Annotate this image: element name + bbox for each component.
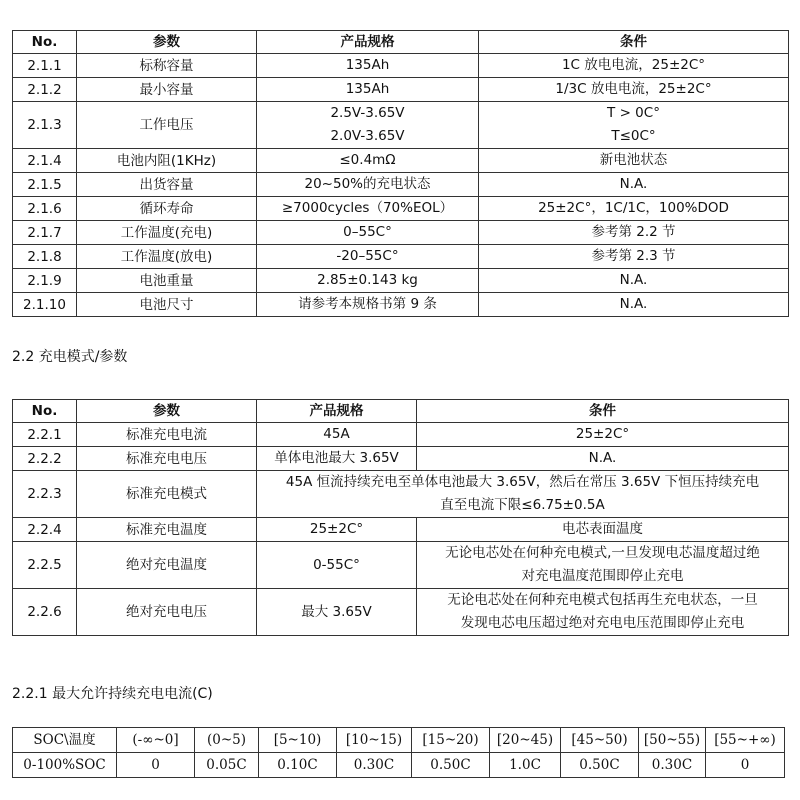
cell-spec <box>257 102 479 149</box>
cell-spec-line: ≥7000cycles（70%EOL） <box>281 200 454 216</box>
table-row <box>13 54 789 78</box>
table-row <box>13 423 789 447</box>
cell-cond-line: T > 0C° <box>607 105 660 121</box>
header-no: No. <box>13 400 77 423</box>
cell-cond-line: 参考第 2.3 节 <box>591 248 676 264</box>
cell-cond-line: N.A. <box>619 272 648 288</box>
cell-current: 0 <box>117 753 195 778</box>
cell-cond <box>417 589 789 636</box>
cell-no: 2.1.5 <box>13 173 77 197</box>
spec-table-2-2 <box>12 399 789 636</box>
cell-current: 1.0C <box>490 753 561 778</box>
cell-param: 最小容量 <box>77 78 257 102</box>
spec-table-2-1 <box>12 30 789 317</box>
cell-param: 标准充电温度 <box>77 518 257 542</box>
cell-cond-line: 1/3C 放电电流，25±2C° <box>555 81 712 97</box>
cell-no: 2.1.8 <box>13 245 77 269</box>
cell-spec <box>257 78 479 102</box>
cell-spec <box>257 589 417 636</box>
cell-param: 绝对充电电压 <box>77 589 257 636</box>
cell-no: 2.2.2 <box>13 447 77 471</box>
cell-spec <box>257 542 417 589</box>
header-temp-range: [45~50) <box>561 728 639 753</box>
cell-cond-line: N.A. <box>619 176 648 192</box>
header-cond: 条件 <box>479 31 789 54</box>
table-header-row <box>13 400 789 423</box>
table-row <box>13 102 789 149</box>
cell-no: 2.1.9 <box>13 269 77 293</box>
cell-no: 2.1.4 <box>13 149 77 173</box>
cell-no: 2.2.3 <box>13 471 77 518</box>
cell-spec <box>257 197 479 221</box>
header-cond: 条件 <box>417 400 789 423</box>
cell-spec-line: 最大 3.65V <box>301 603 372 620</box>
cell-param: 电池重量 <box>77 269 257 293</box>
cell-cond-line: 25±2C° <box>575 426 630 442</box>
cell-spec-line: ≤0.4mΩ <box>339 152 396 168</box>
cell-param: 工作温度(充电) <box>77 221 257 245</box>
header-spec: 产品规格 <box>257 400 417 423</box>
cell-no: 2.1.3 <box>13 102 77 149</box>
cell-current: 0.05C <box>195 753 259 778</box>
cell-no: 2.2.1 <box>13 423 77 447</box>
table-row <box>13 149 789 173</box>
cell-cond <box>479 54 789 78</box>
cell-cond-line: 1C 放电电流，25±2C° <box>561 57 706 73</box>
cell-spec-line: 20~50%的充电状态 <box>304 176 431 192</box>
cell-soc: 0-100%SOC <box>13 753 117 778</box>
table-row <box>13 221 789 245</box>
cell-current: 0.30C <box>337 753 412 778</box>
cell-spec <box>257 149 479 173</box>
cell-cond-line: N.A. <box>588 450 617 466</box>
cell-param: 出货容量 <box>77 173 257 197</box>
cell-spec-line: 2.85±0.143 kg <box>317 272 418 288</box>
table-row <box>13 447 789 471</box>
cell-cond-line: 25±2C°，1C/1C，100%DOD <box>538 200 729 216</box>
cell-spec-line: 2.5V-3.65V <box>330 105 405 121</box>
cell-cond <box>479 149 789 173</box>
cell-no: 2.1.1 <box>13 54 77 78</box>
section-title-charge-mode: 2.2 充电模式/参数 <box>12 349 128 365</box>
cell-cond <box>479 269 789 293</box>
cell-cond-line: 参考第 2.2 节 <box>591 224 676 240</box>
cell-param: 标准充电模式 <box>77 471 257 518</box>
cell-cond-line: 发现电芯电压超过绝对充电电压范围即停止充电 <box>460 615 745 631</box>
cell-cond <box>417 518 789 542</box>
header-temp-range: [15~20) <box>412 728 490 753</box>
cell-current: 0.50C <box>412 753 490 778</box>
cell-cond <box>479 221 789 245</box>
cell-current: 0.10C <box>259 753 337 778</box>
table-row <box>13 589 789 636</box>
cell-param: 循环寿命 <box>77 197 257 221</box>
cell-merged <box>257 471 789 518</box>
cell-spec <box>257 269 479 293</box>
cell-spec <box>257 221 479 245</box>
table-row <box>13 542 789 589</box>
cell-cond <box>479 173 789 197</box>
cell-cond-line: 无论电芯处在何种充电模式,一旦发现电芯温度超过绝 <box>445 545 760 561</box>
cell-no: 2.1.7 <box>13 221 77 245</box>
table-header-row <box>13 728 785 753</box>
cell-spec-line: -20–55C° <box>336 248 399 264</box>
cell-param: 工作温度(放电) <box>77 245 257 269</box>
cell-param: 工作电压 <box>77 102 257 149</box>
cell-merged-line: 45A 恒流持续充电至单体电池最大 3.65V，然后在常压 3.65V 下恒压持续充电 <box>285 474 760 490</box>
cell-current: 0.30C <box>639 753 706 778</box>
cell-cond <box>479 293 789 317</box>
cell-spec <box>257 245 479 269</box>
header-spec: 产品规格 <box>257 31 479 54</box>
header-temp-range: (-∞~0] <box>117 728 195 753</box>
header-soc-temp: SOC\温度 <box>13 728 117 753</box>
table-row <box>13 753 785 778</box>
cell-spec-line: 135Ah <box>345 81 390 97</box>
cell-cond-line: 新电池状态 <box>599 152 668 168</box>
table-row <box>13 518 789 542</box>
header-temp-range: (0~5) <box>195 728 259 753</box>
header-no: No. <box>13 31 77 54</box>
cell-cond <box>417 542 789 589</box>
cell-spec <box>257 173 479 197</box>
header-temp-range: [5~10) <box>259 728 337 753</box>
cell-spec-line: 135Ah <box>345 57 390 73</box>
cell-spec-line: 45A <box>323 426 350 442</box>
cell-no: 2.2.5 <box>13 542 77 589</box>
cell-cond-line: T≤0C° <box>611 128 656 144</box>
cell-param: 标准充电电压 <box>77 447 257 471</box>
cell-spec-line: 单体电池最大 3.65V <box>274 450 399 466</box>
cell-cond <box>417 447 789 471</box>
cell-merged-line: 直至电流下限≤6.75±0.5A <box>440 497 605 513</box>
table-row <box>13 173 789 197</box>
cell-cond-line: 对充电温度范围即停止充电 <box>521 568 684 584</box>
cell-spec <box>257 447 417 471</box>
cell-param: 标准充电电流 <box>77 423 257 447</box>
header-temp-range: [20~45) <box>490 728 561 753</box>
header-temp-range: [10~15) <box>337 728 412 753</box>
max-charge-current-table <box>12 727 785 778</box>
cell-param: 标称容量 <box>77 54 257 78</box>
header-param: 参数 <box>77 400 257 423</box>
table-row <box>13 197 789 221</box>
table-row <box>13 293 789 317</box>
cell-no: 2.1.2 <box>13 78 77 102</box>
cell-no: 2.2.4 <box>13 518 77 542</box>
cell-current: 0.50C <box>561 753 639 778</box>
cell-cond <box>479 78 789 102</box>
cell-cond-line: 无论电芯处在何种充电模式包括再生充电状态，一旦 <box>447 592 758 608</box>
cell-spec <box>257 423 417 447</box>
table-row <box>13 78 789 102</box>
cell-no: 2.1.6 <box>13 197 77 221</box>
cell-param: 电池尺寸 <box>77 293 257 317</box>
cell-spec-line: 25±2C° <box>309 521 364 537</box>
table-row <box>13 245 789 269</box>
cell-param: 绝对充电温度 <box>77 542 257 589</box>
cell-cond <box>479 197 789 221</box>
cell-cond <box>479 245 789 269</box>
header-temp-range: [55~+∞) <box>706 728 785 753</box>
cell-spec-line: 2.0V-3.65V <box>330 128 405 144</box>
cell-cond-line: N.A. <box>619 296 648 312</box>
cell-current: 0 <box>706 753 785 778</box>
cell-cond-line: 电芯表面温度 <box>562 521 643 537</box>
table-header-row <box>13 31 789 54</box>
cell-cond <box>417 423 789 447</box>
header-temp-range: [50~55) <box>639 728 706 753</box>
cell-spec-line: 请参考本规格书第 9 条 <box>298 296 437 312</box>
section-title-max-charge-current: 2.2.1 最大允许持续充电电流(C) <box>12 686 213 702</box>
cell-spec <box>257 518 417 542</box>
cell-spec <box>257 293 479 317</box>
cell-no: 2.2.6 <box>13 589 77 636</box>
cell-spec-line: 0–55C° <box>343 224 392 240</box>
cell-no: 2.1.10 <box>13 293 77 317</box>
cell-cond <box>479 102 789 149</box>
table-row <box>13 269 789 293</box>
cell-spec <box>257 54 479 78</box>
header-param: 参数 <box>77 31 257 54</box>
cell-spec-line: 0-55C° <box>313 556 360 573</box>
table-row <box>13 471 789 518</box>
cell-param: 电池内阻(1KHz) <box>77 149 257 173</box>
